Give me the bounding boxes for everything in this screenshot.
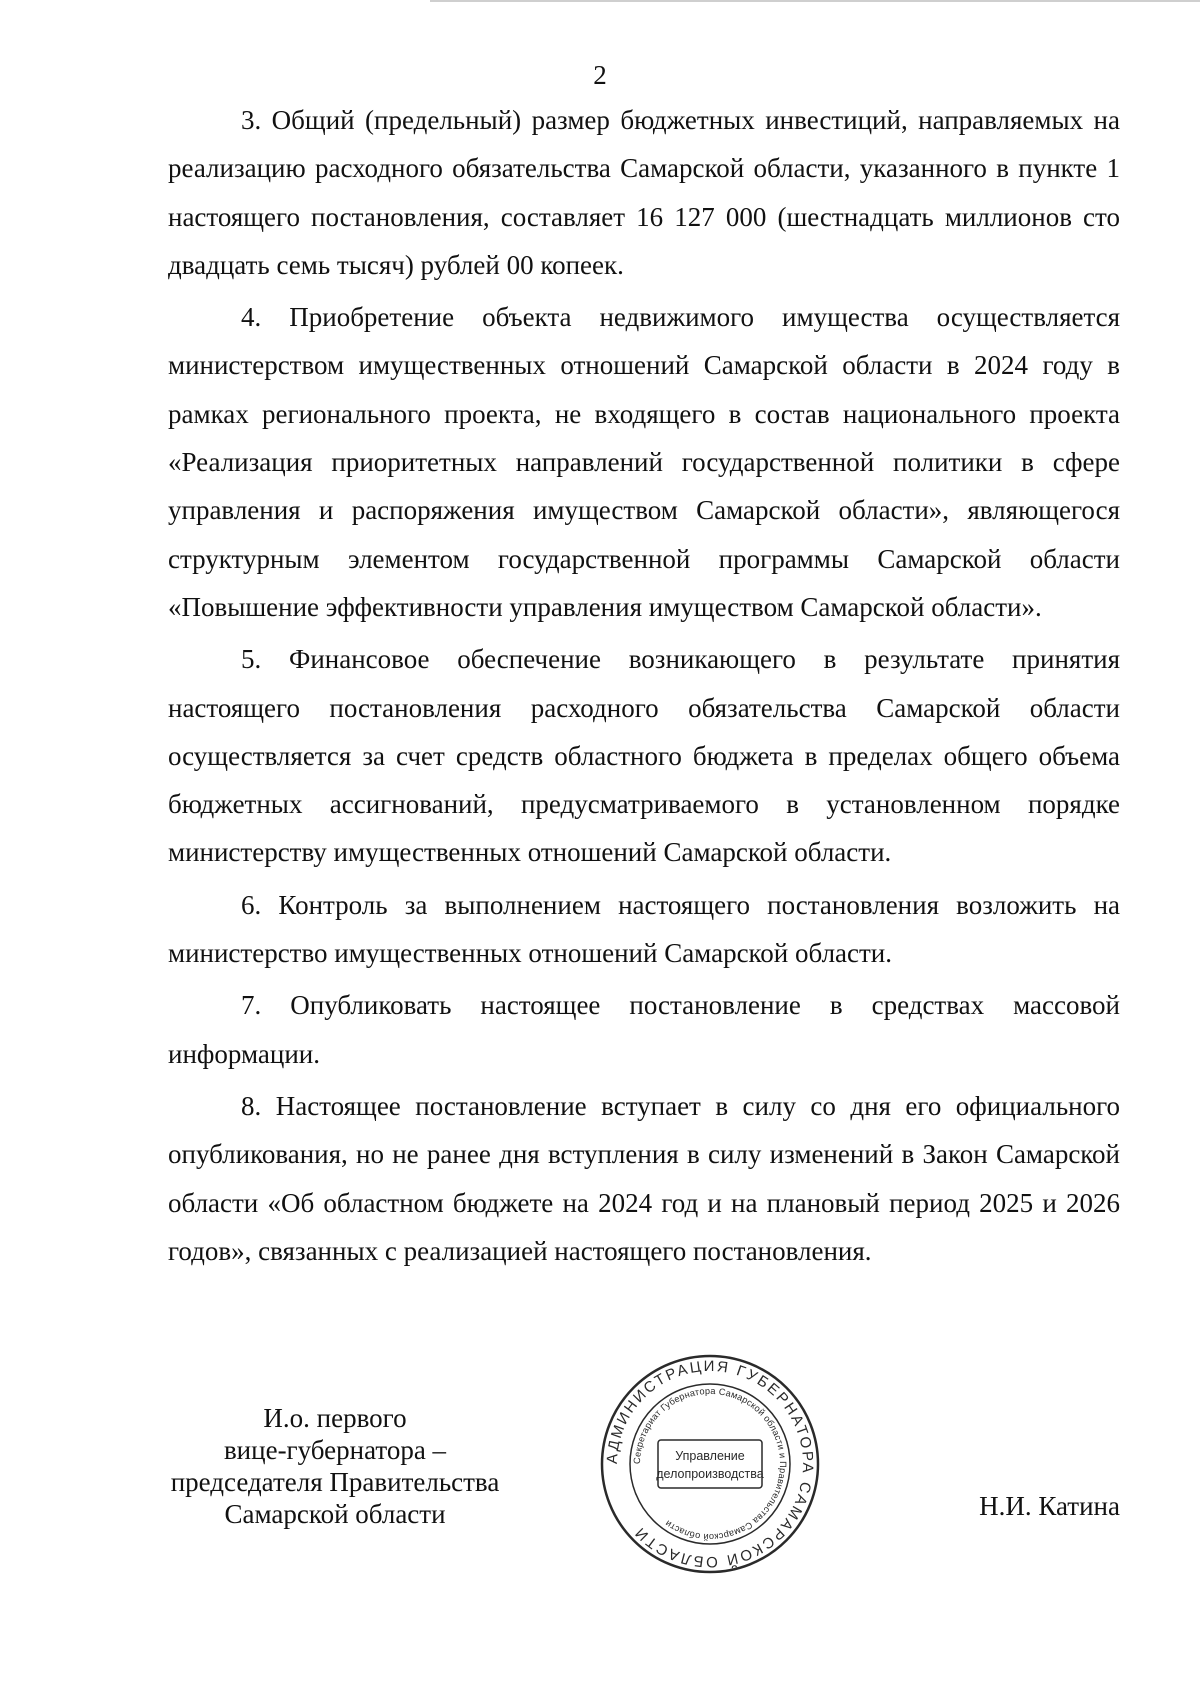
page-number: 2 [593, 60, 607, 90]
paragraph-6: 6. Контроль за выполнением настоящего постановления возложить на министерство имущественных отношений Самарской области. [168, 889, 1120, 969]
signatory-name: Н.И. Катина [979, 1491, 1120, 1521]
stamp-middle-ring [630, 1384, 790, 1544]
paragraph-7: 7. Опубликовать настоящее постановление в средствах массовой информации. [168, 990, 1120, 1069]
signatory-title [160, 1402, 510, 1530]
document-body [168, 96, 1120, 1279]
stamp-center-line-1: Управление [675, 1449, 745, 1463]
signatory-title-line: Самарской области [224, 1499, 446, 1529]
signatory-title-line: председателя Правительства [170, 1467, 500, 1497]
signatory-title-line: вице-губернатора – [223, 1435, 447, 1465]
paragraph-4: 4. Приобретение объекта недвижимого имущества осуществляется министерством имущественных отношений Самарской области в 2024 году в рамках регионального проекта, не входящего в состав национального проекта «Реализация приоритетных направлений государственной политики в сфере управления и распоряжения имуществом Самарской области», являющегося структурным элементом государственной программы Самарской области «Повышение эффективности управления имуществом Самарской области». [168, 302, 1120, 622]
signatory-title-line: И.о. первого [263, 1403, 407, 1433]
paragraph-3: 3. Общий (предельный) размер бюджетных инвестиций, направляемых на реализацию расходного обязательства Самарской области, указанного в пункте 1 настоящего постановления, составляет 16 127 000 (шестнадцать миллионов сто двадцать семь тысяч) рублей 00 копеек. [168, 105, 1120, 280]
paragraph-8: 8. Настоящее постановление вступает в силу со дня его официального опубликования, но не ранее дня вступления в силу изменений в Закон Самарской области «Об областном бюджете на 2024 год и на плановый период 2025 и 2026 годов», связанных с реализацией настоящего постановления. [168, 1090, 1120, 1266]
stamp-seal-graphic [598, 1352, 822, 1576]
stamp-inner-text: Секретариат Губернатора Самарской области и Правительства Самарской области [631, 1385, 789, 1543]
top-border-line [430, 0, 1200, 2]
paragraph-5: 5. Финансовое обеспечение возникающего в результате принятия настоящего постановления расходного обязательства Самарской области осуществляется за счет средств областного бюджета в пределах общего объема бюджетных ассигнований, предусматриваемого в установленном порядке министерству имущественных отношений Самарской области. [168, 644, 1120, 868]
official-stamp [598, 1352, 822, 1576]
stamp-center-line-2: делопроизводства [656, 1467, 764, 1481]
stamp-outer-text: АДМИНИСТРАЦИЯ ГУБЕРНАТОРА САМАРСКОЙ ОБЛАСТИ [603, 1357, 817, 1571]
